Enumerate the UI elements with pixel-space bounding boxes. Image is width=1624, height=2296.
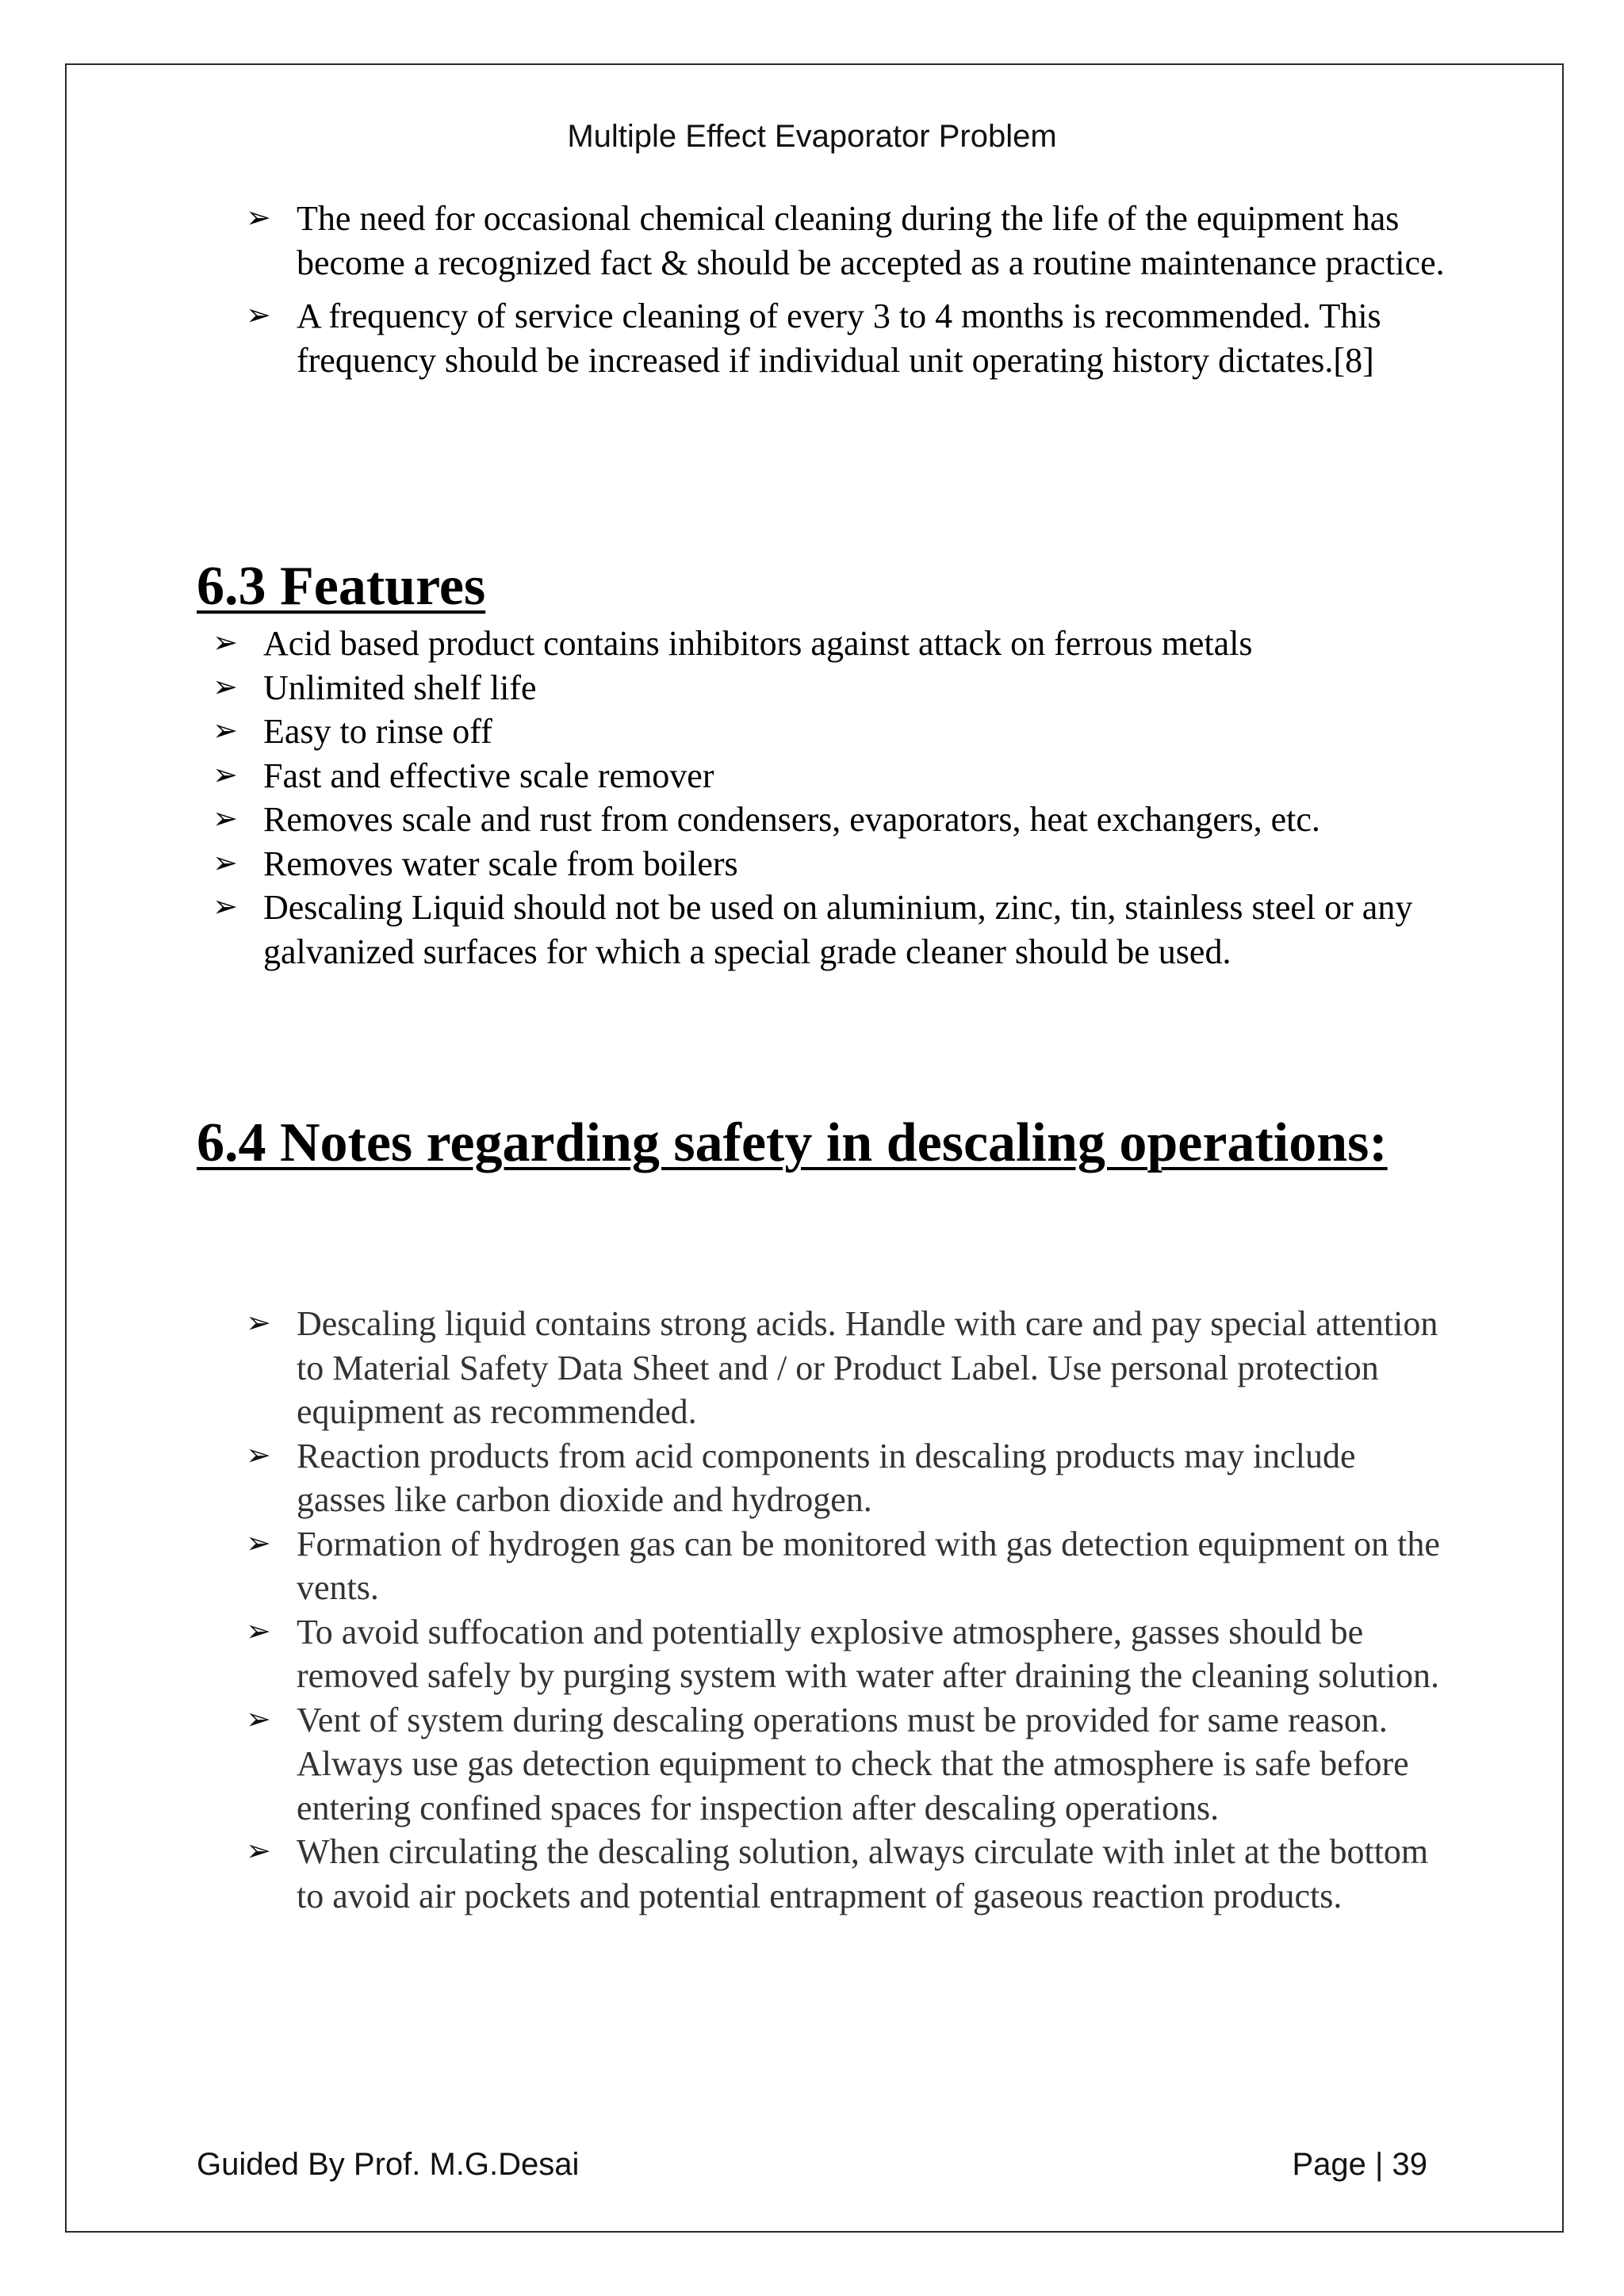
list-item-text: Removes scale and rust from condensers, evaporators, heat exchangers, etc.: [263, 800, 1320, 839]
list-item: [246, 1434, 1451, 1522]
list-item-text: Unlimited shelf life: [263, 668, 537, 707]
arrowhead-bullet-icon: ➢: [246, 1835, 271, 1868]
list-item-text: Fast and effective scale remover: [263, 756, 714, 795]
list-item-text: Descaling liquid contains strong acids. Handle with care and pay special attention to Material Safety Data Sheet and / or Product Label. Use personal protection equipment as recommended.: [297, 1304, 1438, 1431]
arrowhead-bullet-icon: ➢: [213, 846, 238, 880]
list-item: [213, 886, 1450, 974]
list-item: [213, 798, 1450, 842]
arrowhead-bullet-icon: ➢: [246, 1614, 271, 1648]
list-item: [213, 666, 1450, 710]
running-header: Multiple Effect Evaporator Problem: [567, 119, 1057, 154]
arrowhead-bullet-icon: ➢: [213, 758, 238, 792]
list-item: [213, 622, 1450, 666]
list-item-text: Acid based product contains inhibitors against attack on ferrous metals: [263, 624, 1253, 663]
features-bullet-list: [213, 622, 1450, 974]
list-item-text: Formation of hydrogen gas can be monitored with gas detection equipment on the vents.: [297, 1524, 1440, 1607]
list-item: [213, 842, 1450, 886]
list-item-text: When circulating the descaling solution, always circulate with inlet at the bottom to avoid air pockets and potential entrapment of gaseous reaction products.: [297, 1832, 1429, 1915]
safety-bullet-list: [246, 1302, 1451, 1918]
arrowhead-bullet-icon: ➢: [213, 670, 238, 704]
list-item-text: Descaling Liquid should not be used on aluminium, zinc, tin, stainless steel or any galvanized surfaces for which a special grade cleaner should be used.: [263, 888, 1413, 971]
intro-bullet-list: [246, 197, 1451, 392]
arrowhead-bullet-icon: ➢: [246, 201, 271, 235]
list-item: [246, 1522, 1451, 1610]
list-item: [246, 1302, 1451, 1434]
list-item-text: Easy to rinse off: [263, 712, 492, 751]
list-item-text: To avoid suffocation and potentially explosive atmosphere, gasses should be removed safely by purging system with water after draining the cleaning solution.: [297, 1612, 1440, 1695]
page-number: Page | 39: [1292, 2147, 1427, 2182]
list-item-text: The need for occasional chemical cleaning during the life of the equipment has become a recognized fact & should be accepted as a routine maintenance practice.: [297, 199, 1445, 282]
arrowhead-bullet-icon: ➢: [213, 890, 238, 924]
list-item: [213, 710, 1450, 754]
list-item-text: Reaction products from acid components in descaling products may include gasses like carbon dioxide and hydrogen.: [297, 1436, 1356, 1519]
list-item: [246, 1698, 1451, 1831]
arrowhead-bullet-icon: ➢: [246, 1438, 271, 1472]
list-item: [213, 754, 1450, 798]
list-item: [246, 1830, 1451, 1918]
list-item-text: Removes water scale from boilers: [263, 844, 738, 883]
list-item: [246, 294, 1451, 382]
list-item-text: A frequency of service cleaning of every 3 to 4 months is recommended. This frequency should be increased if individual unit operating history dictates.[8]: [297, 297, 1381, 380]
arrowhead-bullet-icon: ➢: [246, 1307, 271, 1340]
features-heading: 6.3 Features: [197, 556, 486, 617]
arrowhead-bullet-icon: ➢: [213, 626, 238, 660]
arrowhead-bullet-icon: ➢: [213, 714, 238, 748]
arrowhead-bullet-icon: ➢: [246, 1702, 271, 1736]
arrowhead-bullet-icon: ➢: [246, 299, 271, 332]
list-item: [246, 1610, 1451, 1698]
list-item: [246, 197, 1451, 285]
list-item-text: Vent of system during descaling operations must be provided for same reason. Always use gas detection equipment to check that the atmosphere is safe before entering confined spaces for inspection after descaling operations.: [297, 1700, 1409, 1827]
arrowhead-bullet-icon: ➢: [246, 1526, 271, 1560]
arrowhead-bullet-icon: ➢: [213, 802, 238, 836]
safety-heading: 6.4 Notes regarding safety in descaling operations:: [197, 1112, 1388, 1173]
footer-guide: Guided By Prof. M.G.Desai: [197, 2147, 580, 2182]
